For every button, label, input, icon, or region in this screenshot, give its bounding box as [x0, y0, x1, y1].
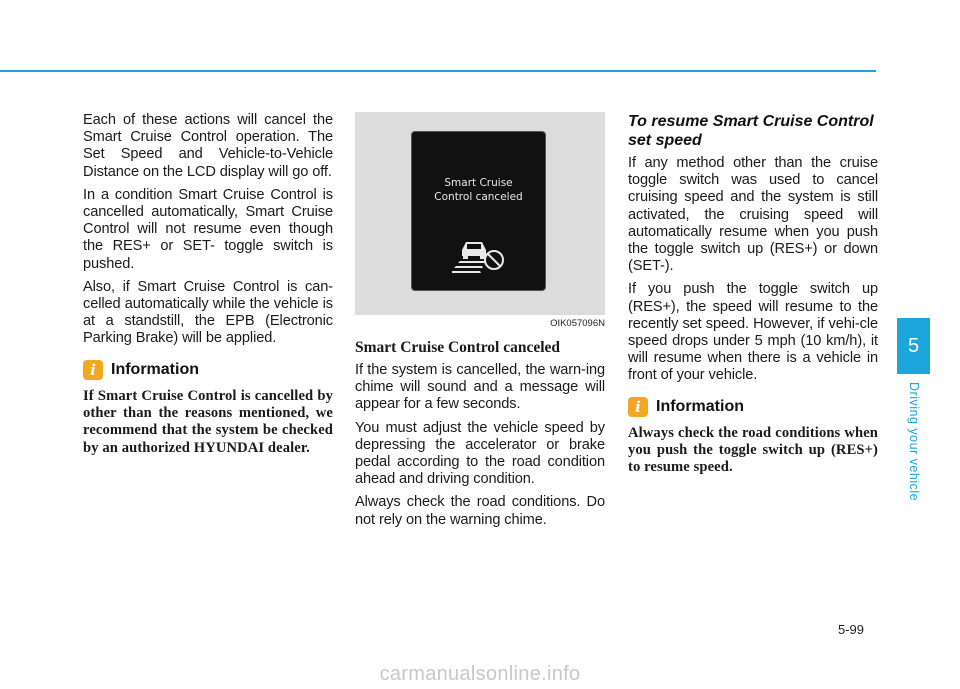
- paragraph: Always check the road conditions. Do not rely on the warning chime.: [355, 494, 605, 528]
- cruise-cancel-icon: [452, 236, 508, 276]
- information-header: [628, 397, 878, 417]
- top-rule: [0, 70, 876, 72]
- paragraph: Also, if Smart Cruise Control is can-celled automatically while the vehicle is at a standstill, the EPB (Electronic Parking Brake) will be applied.: [83, 278, 333, 347]
- cluster-display-figure: [355, 112, 605, 315]
- watermark: carmanualsonline.info: [379, 663, 581, 685]
- screen-message-line: Smart Cruise: [444, 177, 513, 189]
- information-icon: i: [628, 397, 648, 417]
- information-title: Information: [656, 397, 744, 415]
- information-title: Information: [111, 360, 199, 378]
- section-heading: Smart Cruise Control canceled: [355, 339, 561, 356]
- chapter-label: Driving your vehicle: [907, 382, 921, 502]
- column-1: [83, 112, 333, 457]
- paragraph: If you push the toggle switch up (RES+), the speed will resume to the recently set speed. However, if vehi-cle speed drops under 5 mph (10 km/h), it will resume when there is a vehicle in front of your vehicle.: [628, 281, 878, 384]
- information-icon: i: [83, 360, 103, 380]
- information-text: Always check the road conditions when you push the toggle switch up (RES+) to resume speed.: [628, 424, 878, 476]
- chapter-tab: 5: [897, 318, 930, 374]
- paragraph: If the system is cancelled, the warn-ing chime will sound and a message will appear for a few seconds.: [355, 362, 605, 413]
- column-3: [628, 112, 878, 477]
- paragraph: You must adjust the vehicle speed by depressing the accelerator or brake pedal according to the road condition ahead and driving condition.: [355, 419, 605, 488]
- page-number: 5-99: [838, 622, 865, 637]
- screen-message: [412, 176, 545, 204]
- cluster-screen: [412, 132, 545, 290]
- paragraph: If any method other than the cruise toggle switch was used to cancel cruising speed and the system is still activated, the cruising speed will automatically resume when you push the toggle switch up (RES+) or down (SET-).: [628, 155, 878, 275]
- paragraph: Each of these actions will cancel the Smart Cruise Control operation. The Set Speed and Vehicle-to-Vehicle Distance on the LCD display will go off.: [83, 112, 333, 180]
- paragraph: In a condition Smart Cruise Control is cancelled automatically, Smart Cruise Control will not resume even though the RES+ or SET- toggle switch is pushed.: [83, 186, 333, 272]
- figure-code: OIK057096N: [550, 318, 605, 329]
- screen-message-line: Control canceled: [434, 191, 523, 203]
- information-text: If Smart Cruise Control is cancelled by other than the reasons mentioned, we recommend that the system be checked by an authorized HYUNDAI dealer.: [83, 387, 333, 456]
- information-header: [83, 360, 333, 380]
- section-heading: To resume Smart Cruise Control set speed: [628, 113, 874, 149]
- column-2: [355, 112, 605, 535]
